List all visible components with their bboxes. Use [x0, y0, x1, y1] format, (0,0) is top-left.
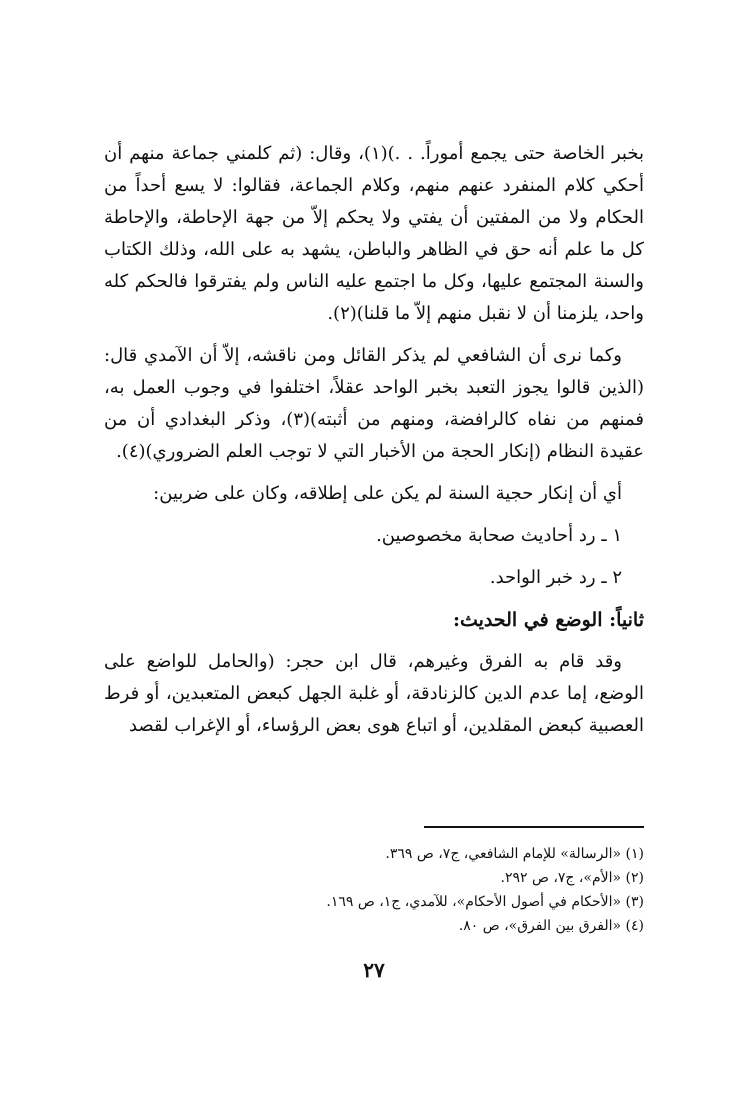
paragraph: أي أن إنكار حجية السنة لم يكن على إطلاقه، وكان على ضربين:	[153, 483, 622, 504]
footnote: (٣) «الأحكام في أصول الأحكام»، للآمدي، ج١، ص ١٦٩.	[326, 894, 644, 910]
footnotes	[104, 842, 644, 938]
list-item: ١ ـ رد أحاديث صحابة مخصوصين.	[376, 525, 622, 546]
paragraph: وقد قام به الفرق وغيرهم، قال ابن حجر: (والحامل للواضع على الوضع، إما عدم الدين كالزنادقة، أو غلبة الجهل كبعض المتعبدين، أو فرط العصبية كبعض المقلدين، أو اتباع هوى بعض الرؤساء، أو الإغراب لقصد	[104, 651, 644, 736]
footnote: (٤) «الفرق بين الفرق»، ص ٨٠.	[458, 918, 644, 934]
page-number: ٢٧	[363, 958, 385, 982]
footnote: (١) «الرسالة» للإمام الشافعي، ج٧، ص ٣٦٩.	[385, 846, 644, 862]
footnote-divider	[424, 826, 644, 828]
footnote: (٢) «الأم»، ج٧، ص ٢٩٢.	[500, 870, 644, 886]
paragraph: وكما نرى أن الشافعي لم يذكر القائل ومن ناقشه، إلاّ أن الآمدي قال: (الذين قالوا يجوز التعبد بخبر الواحد عقلاً، اختلفوا في وجوب العمل به، فمنهم من نفاه كالرافضة، ومنهم من أثبته)(٣)، وذكر البغدادي أن من عقيدة النظام (إنكار الحجة من الأخبار التي لا توجب العلم الضروري)(٤).	[104, 345, 644, 462]
section-heading: ثانياً: الوضع في الحديث:	[452, 609, 644, 631]
paragraph: بخبر الخاصة حتى يجمع أموراً. . .)(١)، وقال: (ثم كلمني جماعة منهم أن أحكي كلام المنفرد عنهم منهم، وكلام الجماعة، فقالوا: لا يسع أحداً من الحكام ولا من المفتين أن يفتي ولا يحكم إلاّ من جهة الإحاطة، والإحاطة كل ما علم أنه حق في الظاهر والباطن، يشهد به على الله، وذلك الكتاب والسنة المجتمع عليها، وكل ما اجتمع عليه الناس ولم يفترقوا فالحكم كله واحد، يلزمنا أن لا نقبل منهم إلاّ ما قلنا)(٢).	[104, 143, 644, 324]
body-text	[104, 138, 644, 752]
list-item: ٢ ـ رد خبر الواحد.	[489, 567, 622, 588]
